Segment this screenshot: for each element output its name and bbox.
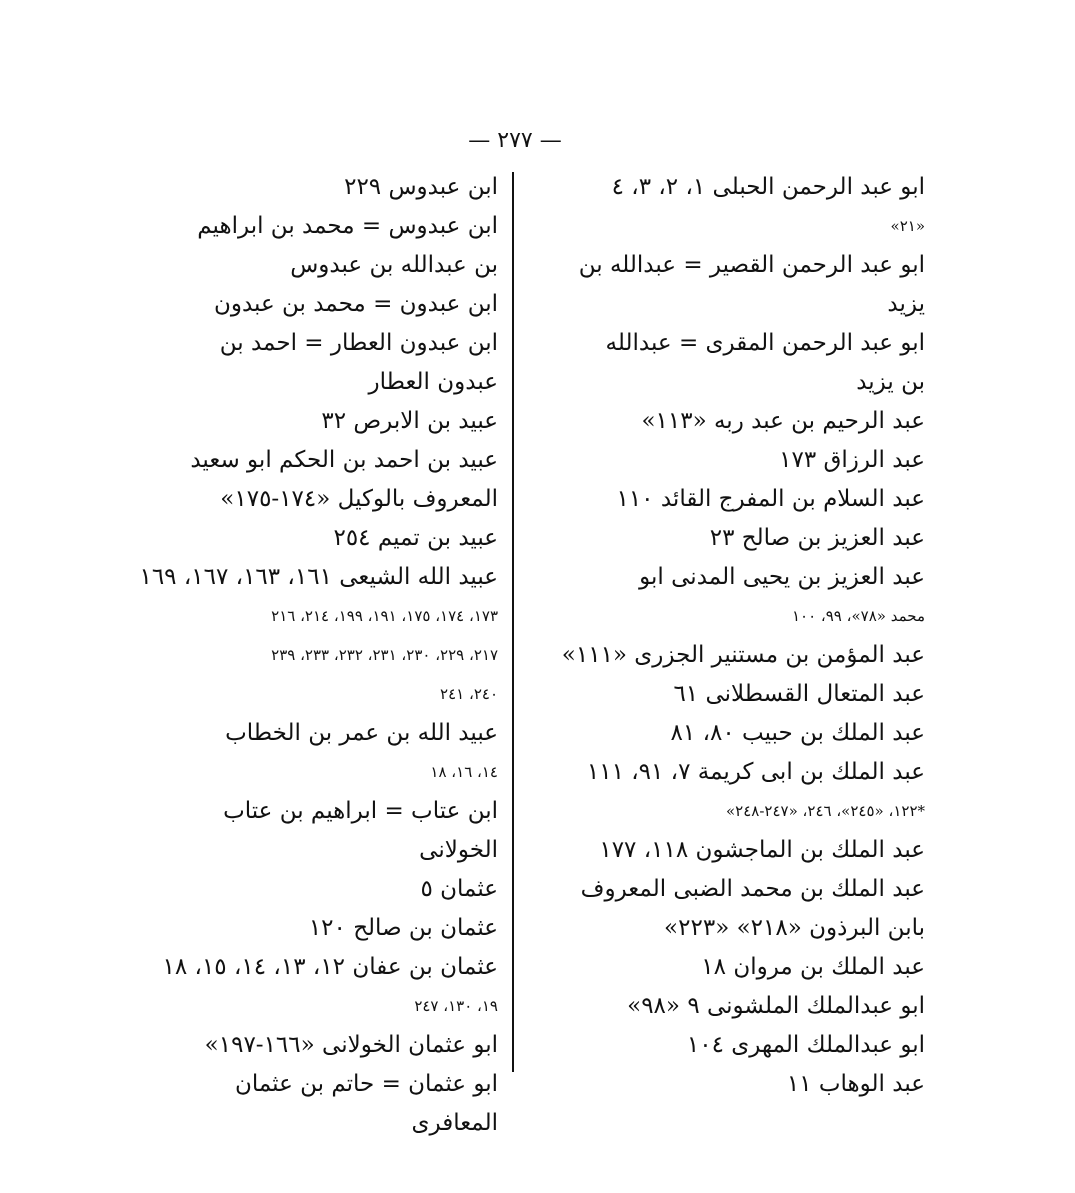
index-entry: ابن عبدوس = محمد بن ابراهيم bbox=[197, 213, 498, 239]
index-entry: بابن البرذون «٢١٨» «٢٢٣» bbox=[664, 915, 925, 941]
index-entry: عبد العزيز بن يحيى المدنى ابو bbox=[639, 564, 925, 590]
index-column-right bbox=[525, 168, 925, 1104]
index-entry: ٢١٧، ٢٢٩، ٢٣٠، ٢٣١، ٢٣٢، ٢٣٣، ٢٣٩ bbox=[271, 646, 498, 664]
index-entry: ١٩، ١٣٠، ٢٤٧ bbox=[414, 997, 498, 1015]
index-entry: عبد المؤمن بن مستنير الجزرى «١١١» bbox=[561, 642, 925, 668]
index-entry: ١٤، ١٦، ١٨ bbox=[430, 763, 498, 781]
index-entry: عبيد الله الشيعى ١٦١، ١٦٣، ١٦٧، ١٦٩ bbox=[139, 564, 498, 590]
index-entry: ابن عتاب = ابراهيم بن عتاب bbox=[223, 798, 498, 824]
index-entry: عبيد بن تميم ٢٥٤ bbox=[333, 525, 498, 551]
index-entry: ابو عثمان الخولانى «١٦٦-١٩٧» bbox=[204, 1032, 498, 1058]
index-entry: عثمان بن صالح ١٢٠ bbox=[308, 915, 498, 941]
index-column-left bbox=[106, 168, 498, 1143]
index-entry: *١٢٢، «٢٤٥»، ٢٤٦، «٢٤٧-٢٤٨» bbox=[725, 802, 925, 820]
index-entry: عبد المتعال القسطلانى ٦١ bbox=[673, 681, 925, 707]
index-entry: عبد الرحيم بن عبد ربه «١١٣» bbox=[641, 408, 925, 434]
index-entry: «٢١» bbox=[890, 217, 925, 235]
index-entry: ابو عبدالملك الملشونى ٩ «٩٨» bbox=[627, 993, 925, 1019]
index-entry: المعروف بالوكيل «١٧٤-١٧٥» bbox=[220, 486, 498, 512]
index-entry: عبد السلام بن المفرج القائد ١١٠ bbox=[616, 486, 925, 512]
page-number: — ٢٧٧ — bbox=[468, 128, 562, 153]
index-entry: ابن عبدوس ٢٢٩ bbox=[344, 174, 498, 200]
index-entry: عبد الوهاب ١١ bbox=[786, 1071, 925, 1097]
column-divider bbox=[512, 172, 514, 1072]
index-entry: يزيد bbox=[887, 291, 925, 317]
index-entry: عبد الملك بن حبيب ٨٠، ٨١ bbox=[670, 720, 925, 746]
index-entry: ابو عبد الرحمن القصير = عبدالله بن bbox=[578, 252, 925, 278]
index-entry: عبد الملك بن محمد الضبى المعروف bbox=[580, 876, 925, 902]
index-entry: عبد العزيز بن صالح ٢٣ bbox=[709, 525, 925, 551]
index-entry: ابن عبدون العطار = احمد بن bbox=[219, 330, 498, 356]
index-entry: بن عبدالله بن عبدوس bbox=[290, 252, 498, 278]
index-entry: عبد الملك بن الماجشون ١١٨، ١٧٧ bbox=[599, 837, 925, 863]
index-entry: بن يزيد bbox=[856, 369, 925, 395]
index-entry: ٢٤٠، ٢٤١ bbox=[440, 685, 498, 703]
index-entry: عبد الرزاق ١٧٣ bbox=[779, 447, 925, 473]
index-entry: ١٧٣، ١٧٤، ١٧٥، ١٩١، ١٩٩، ٢١٤، ٢١٦ bbox=[271, 607, 498, 625]
index-entry: عبد الملك بن مروان ١٨ bbox=[701, 954, 925, 980]
index-entry: عبدون العطار bbox=[368, 369, 498, 395]
index-entry: عبيد الله بن عمر بن الخطاب bbox=[225, 720, 498, 746]
index-entry: ابن عبدون = محمد بن عبدون bbox=[213, 291, 498, 317]
index-entry: ابو عبد الرحمن المقرى = عبدالله bbox=[605, 330, 925, 356]
index-entry: ابو عبد الرحمن الحبلى ١، ٢، ٣، ٤ bbox=[611, 174, 925, 200]
index-entry: عبيد بن الابرص ٣٢ bbox=[321, 408, 498, 434]
index-entry: عبد الملك بن ابى كريمة ٧، ٩١، ١١١ bbox=[586, 759, 925, 785]
index-entry: محمد «٧٨»، ٩٩، ١٠٠ bbox=[791, 607, 925, 625]
index-entry: عثمان ٥ bbox=[420, 876, 498, 902]
index-entry: عبيد بن احمد بن الحكم ابو سعيد bbox=[190, 447, 498, 473]
index-entry: ابو عثمان = حاتم بن عثمان bbox=[234, 1071, 498, 1097]
index-entry: المعافرى bbox=[411, 1110, 498, 1136]
index-entry: عثمان بن عفان ١٢، ١٣، ١٤، ١٥، ١٨ bbox=[162, 954, 498, 980]
index-entry: ابو عبدالملك المهرى ١٠٤ bbox=[686, 1032, 925, 1058]
index-entry: الخولانى bbox=[419, 837, 498, 863]
